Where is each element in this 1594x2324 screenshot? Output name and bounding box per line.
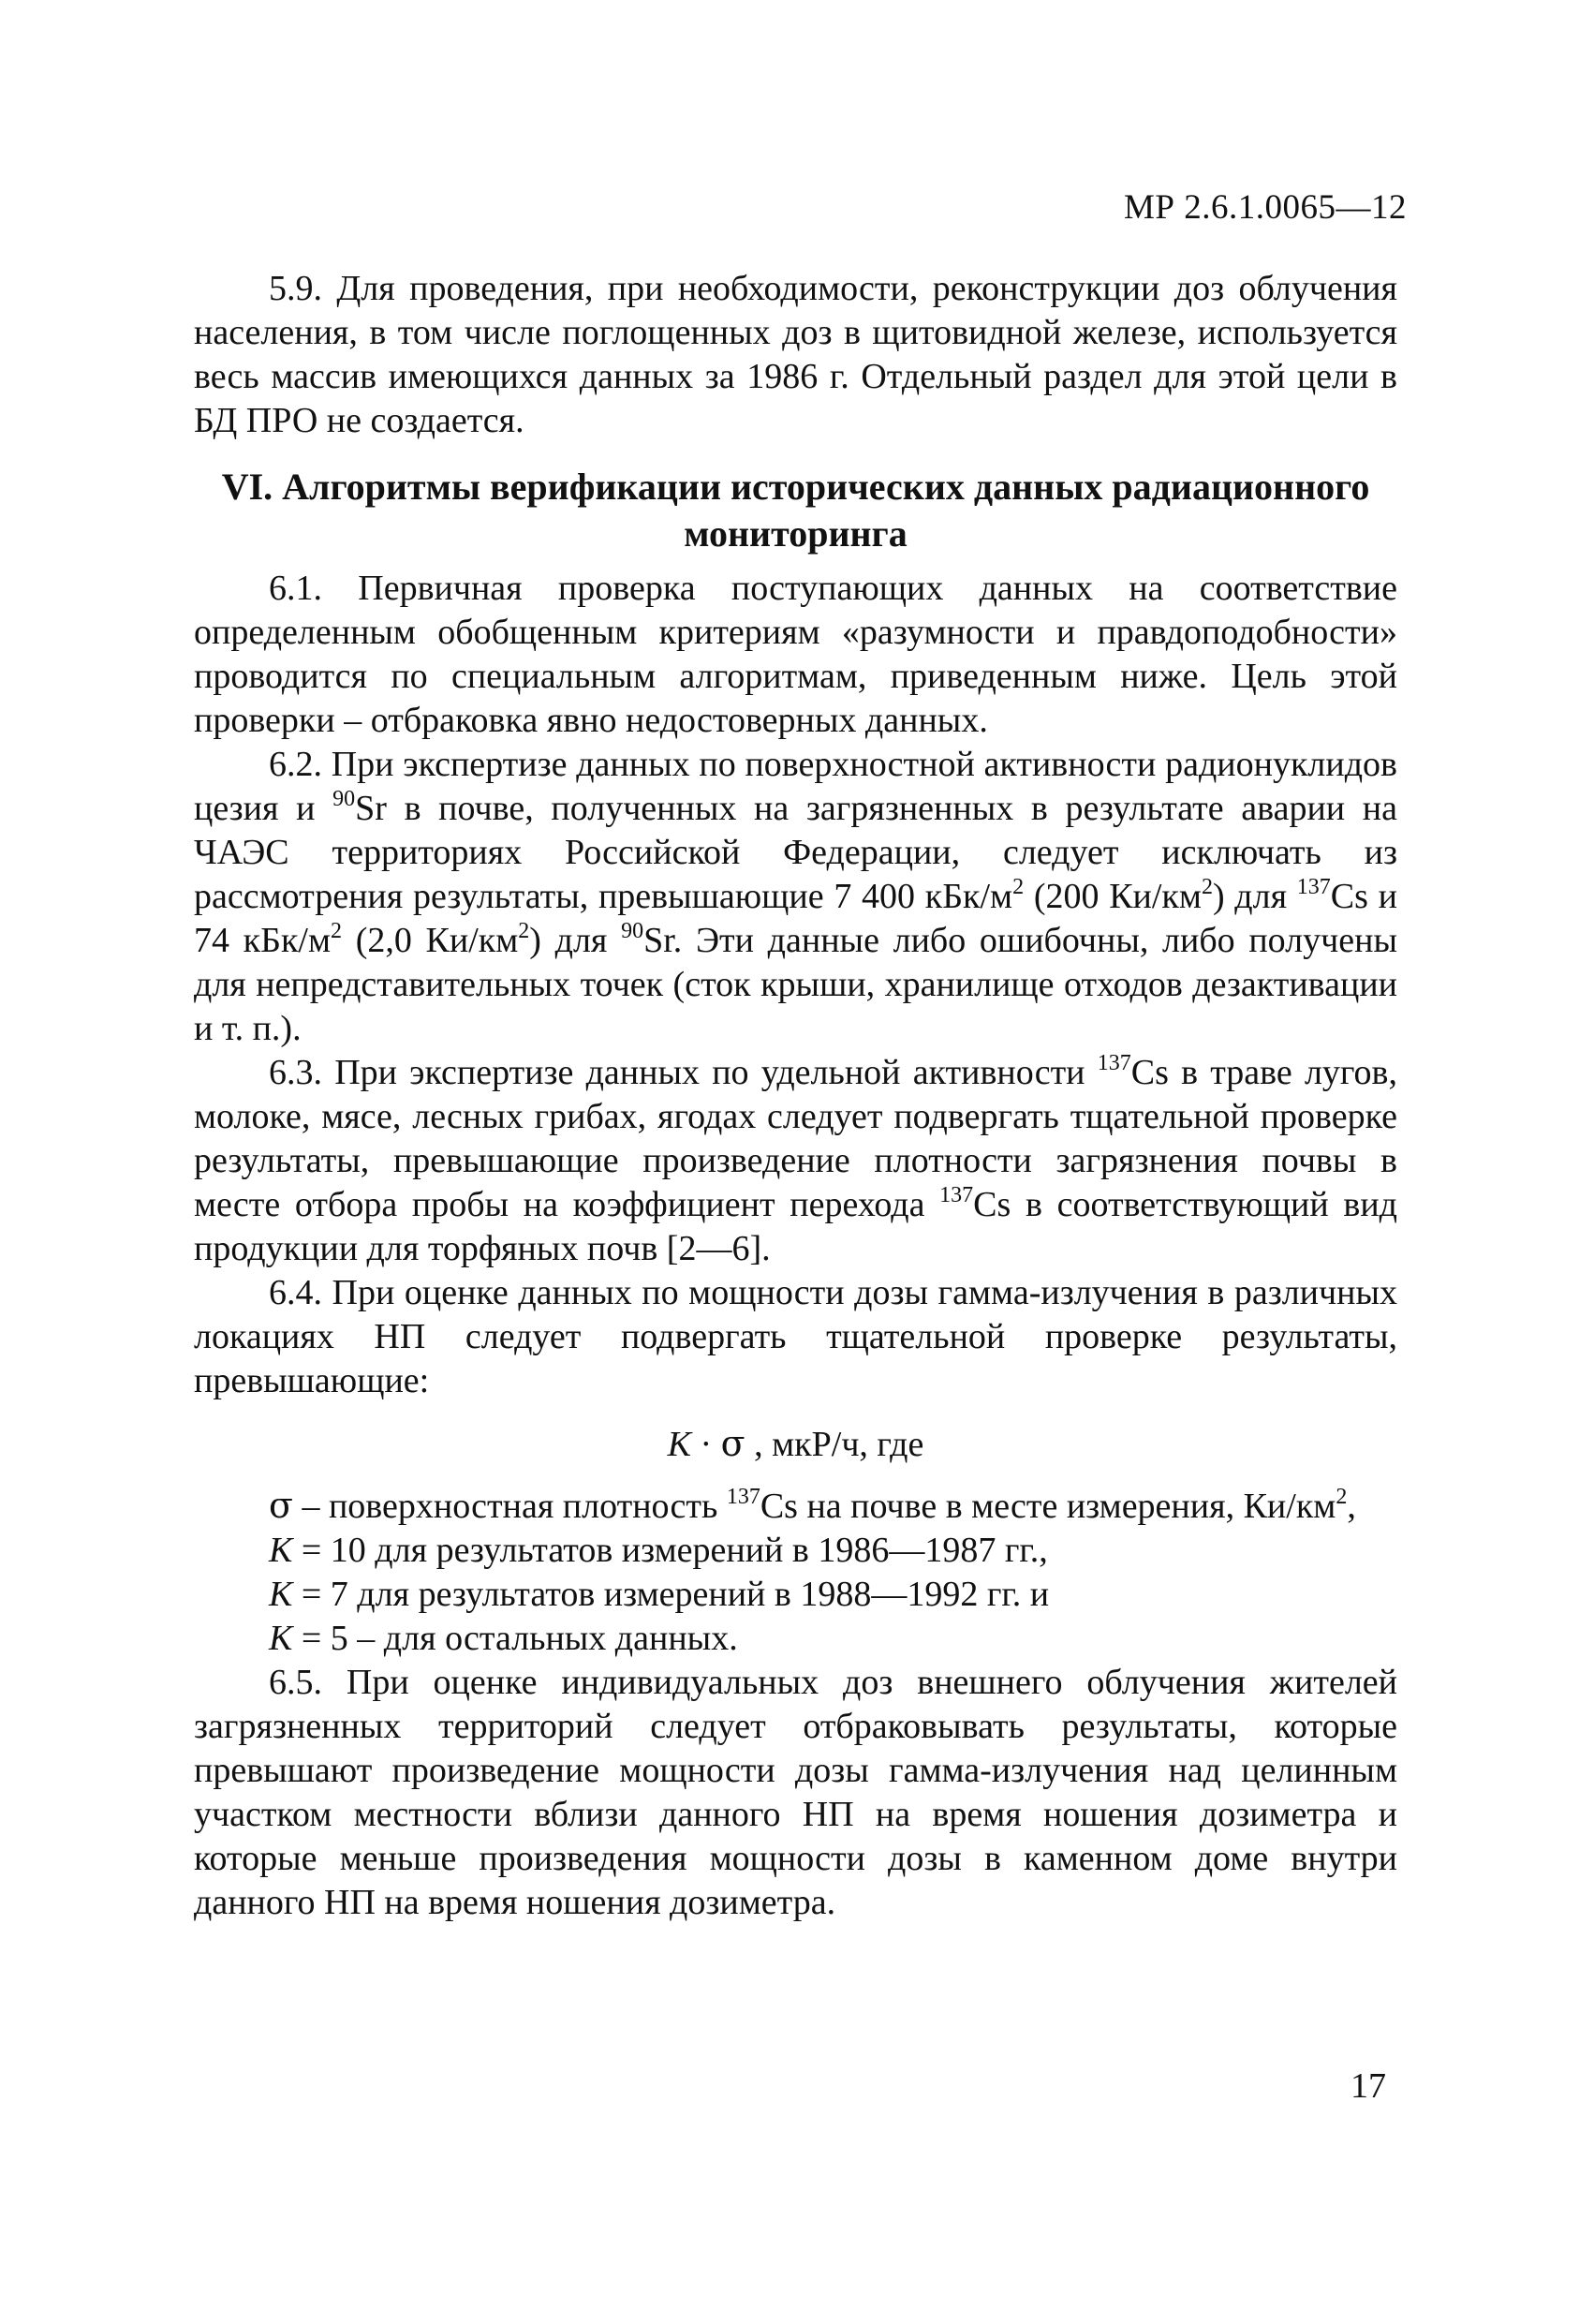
paragraph-6-3 — [194, 1051, 1397, 1271]
definition-text: = 5 – для остальных данных. — [292, 1619, 738, 1658]
paragraph-6-1: 6.1. Первичная проверка поступающих данных на соответствие определенным обобщенным критериям «разумности и правдоподобности» проводится по специальным алгоритмам, приведенным ниже. Цель этой проверки – отбраковка явно недостоверных данных. — [194, 569, 1397, 740]
paragraph-6-2-text: (2,0 Ки/км — [342, 921, 519, 960]
paragraph-6-2-text: Sr в почве, полученных на загрязненных в результате аварии на ЧАЭС территориях Российской Федерации, следует исключать из рассмотрения результаты, превышающие 7 400 кБк/м — [194, 789, 1397, 916]
paragraph-6-2-text: Cs и 74 кБк/м — [194, 877, 1397, 960]
definition-sigma — [194, 1484, 1397, 1529]
paragraph-6-3-text: Cs в траве лугов, молоке, мясе, лесных грибах, ягодах следует подвергать тщательной проверке результаты, превышающие произведение плотности загрязнения почвы в месте отбора пробы на коэффициент перехода — [194, 1053, 1397, 1224]
formula-dot: · — [691, 1425, 721, 1464]
page-content — [194, 267, 1397, 1925]
paragraph-5-9: 5.9. Для проведения, при необходимости, реконструкции доз облучения населения, в том числе поглощенных доз в щитовидной железе, используется весь массив имеющихся данных за 1986 г. Отдельный раздел для этой цели в БД ПРО не создается. — [194, 269, 1397, 440]
paragraph-6-2-text: Sr. Эти данные либо ошибочны, либо получены для непредставительных точек (сток крыши, хранилище отходов дезактивации и т. п.). — [194, 921, 1397, 1048]
paragraph-6-3-text: 6.3. При экспертизе данных по удельной активности — [269, 1053, 1098, 1092]
definition-k-2 — [194, 1573, 1397, 1617]
definition-text: – поверхностная плотность — [292, 1487, 727, 1526]
formula — [194, 1422, 1397, 1467]
paragraph-6-2-text: ) для — [1212, 877, 1297, 916]
superscript: 2 — [518, 919, 530, 943]
page-number: 17 — [1350, 2066, 1386, 2106]
formula-k: K — [667, 1425, 692, 1464]
document-code: МР 2.6.1.0065—12 — [1124, 188, 1407, 227]
k-symbol: K — [269, 1619, 293, 1658]
paragraph-6-5: 6.5. При оценке индивидуальных доз внешнего облучения жителей загрязненных территорий следует отбраковывать результаты, которые превышают произведение мощности дозы гамма-излучения над целинным участком местности вблизи данного НП на время ношения дозиметра и которые меньше произведения мощности дозы в каменном доме внутри данного НП на время ношения дозиметра. — [194, 1663, 1397, 1922]
paragraph-6-2-text: 6.2. При экспертизе данных по поверхностной активности радионуклидов цезия и — [194, 745, 1397, 828]
definition-text: , — [1347, 1487, 1356, 1526]
definition-k-1 — [194, 1529, 1397, 1573]
superscript: 2 — [1012, 875, 1025, 899]
paragraph-6-3-text: Cs в соответствующий вид продукции для торфяных почв [2—6]. — [194, 1185, 1397, 1268]
k-symbol: K — [269, 1575, 293, 1614]
superscript: 2 — [1201, 875, 1213, 899]
superscript: 137 — [1097, 1051, 1131, 1075]
section-6-heading: VI. Алгоритмы верификации исторических данных радиационного мониторинга — [221, 466, 1370, 555]
paragraph-6-4: 6.4. При оценке данных по мощности дозы гамма-излучения в различных локациях НП следует подвергать тщательной проверке результаты, превышающие: — [194, 1273, 1397, 1400]
formula-units: , мкР/ч, где — [745, 1425, 924, 1464]
paragraph-6-2-text: ) для — [529, 921, 622, 960]
definition-text: Cs на почве в месте измерения, Ки/км — [760, 1487, 1336, 1526]
formula-sigma: σ — [720, 1423, 745, 1464]
superscript: 137 — [726, 1485, 760, 1509]
definition-k-3 — [194, 1617, 1397, 1661]
sigma-symbol: σ — [269, 1485, 293, 1526]
paragraph-6-2 — [194, 743, 1397, 1051]
superscript: 2 — [1336, 1485, 1348, 1509]
paragraph-6-2-text: (200 Ки/км — [1024, 877, 1202, 916]
superscript: 137 — [1296, 875, 1331, 899]
superscript: 90 — [621, 919, 644, 943]
superscript: 90 — [332, 787, 356, 811]
definition-text: = 7 для результатов измерений в 1988—1992 гг. и — [292, 1575, 1050, 1614]
superscript: 2 — [331, 919, 343, 943]
k-symbol: K — [269, 1531, 293, 1570]
definition-text: = 10 для результатов измерений в 1986—1987 гг., — [292, 1531, 1048, 1570]
superscript: 137 — [939, 1183, 974, 1207]
